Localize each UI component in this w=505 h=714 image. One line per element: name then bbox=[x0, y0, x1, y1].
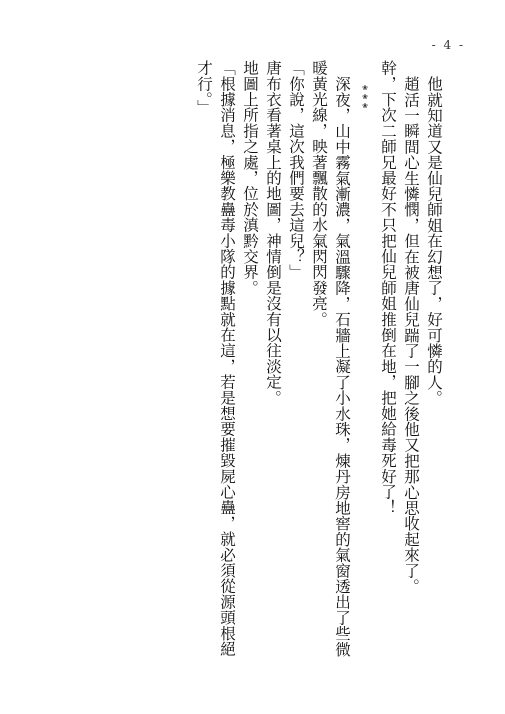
paragraph-4: 深夜，山中霧氣漸濃，氣溫驟降，石牆上凝了小水珠，煉丹房地窖的氣窗透出了些微暖黃光線，映著飄散的水氣閃閃發亮。 bbox=[310, 60, 351, 657]
page-number: - 4 - bbox=[431, 38, 465, 52]
paragraph-1: 他就知道又是仙兒師姐在幻想了，好可憐的人。 bbox=[425, 75, 443, 406]
body-text bbox=[192, 60, 445, 660]
paragraph-6: 唐布衣看著桌上的地圖，神情倒是沒有以往淡定。 bbox=[264, 60, 282, 406]
paragraph-7: 地圖上所指之處，位於滇黔交界。 bbox=[241, 60, 259, 296]
paragraph-3: 幹，下次二師兄最好不只把仙兒師姐推倒在地，把她給毒死好了！ bbox=[379, 60, 397, 516]
paragraph-5: 「你說，這次我們要去這兒？」 bbox=[287, 60, 305, 280]
section-break-ornament: ❀❀❀ bbox=[361, 84, 369, 111]
paragraph-2: 趙活一瞬間心生憐憫，但在被唐仙兒踹了一腳之後他又把那心思收起來了。 bbox=[402, 75, 420, 594]
paragraph-8: 「根據消息，極樂教蠱毒小隊的據點就在這，若是想要摧毀屍心蠱，就必須從源頭根絕才行。」 bbox=[195, 60, 236, 657]
